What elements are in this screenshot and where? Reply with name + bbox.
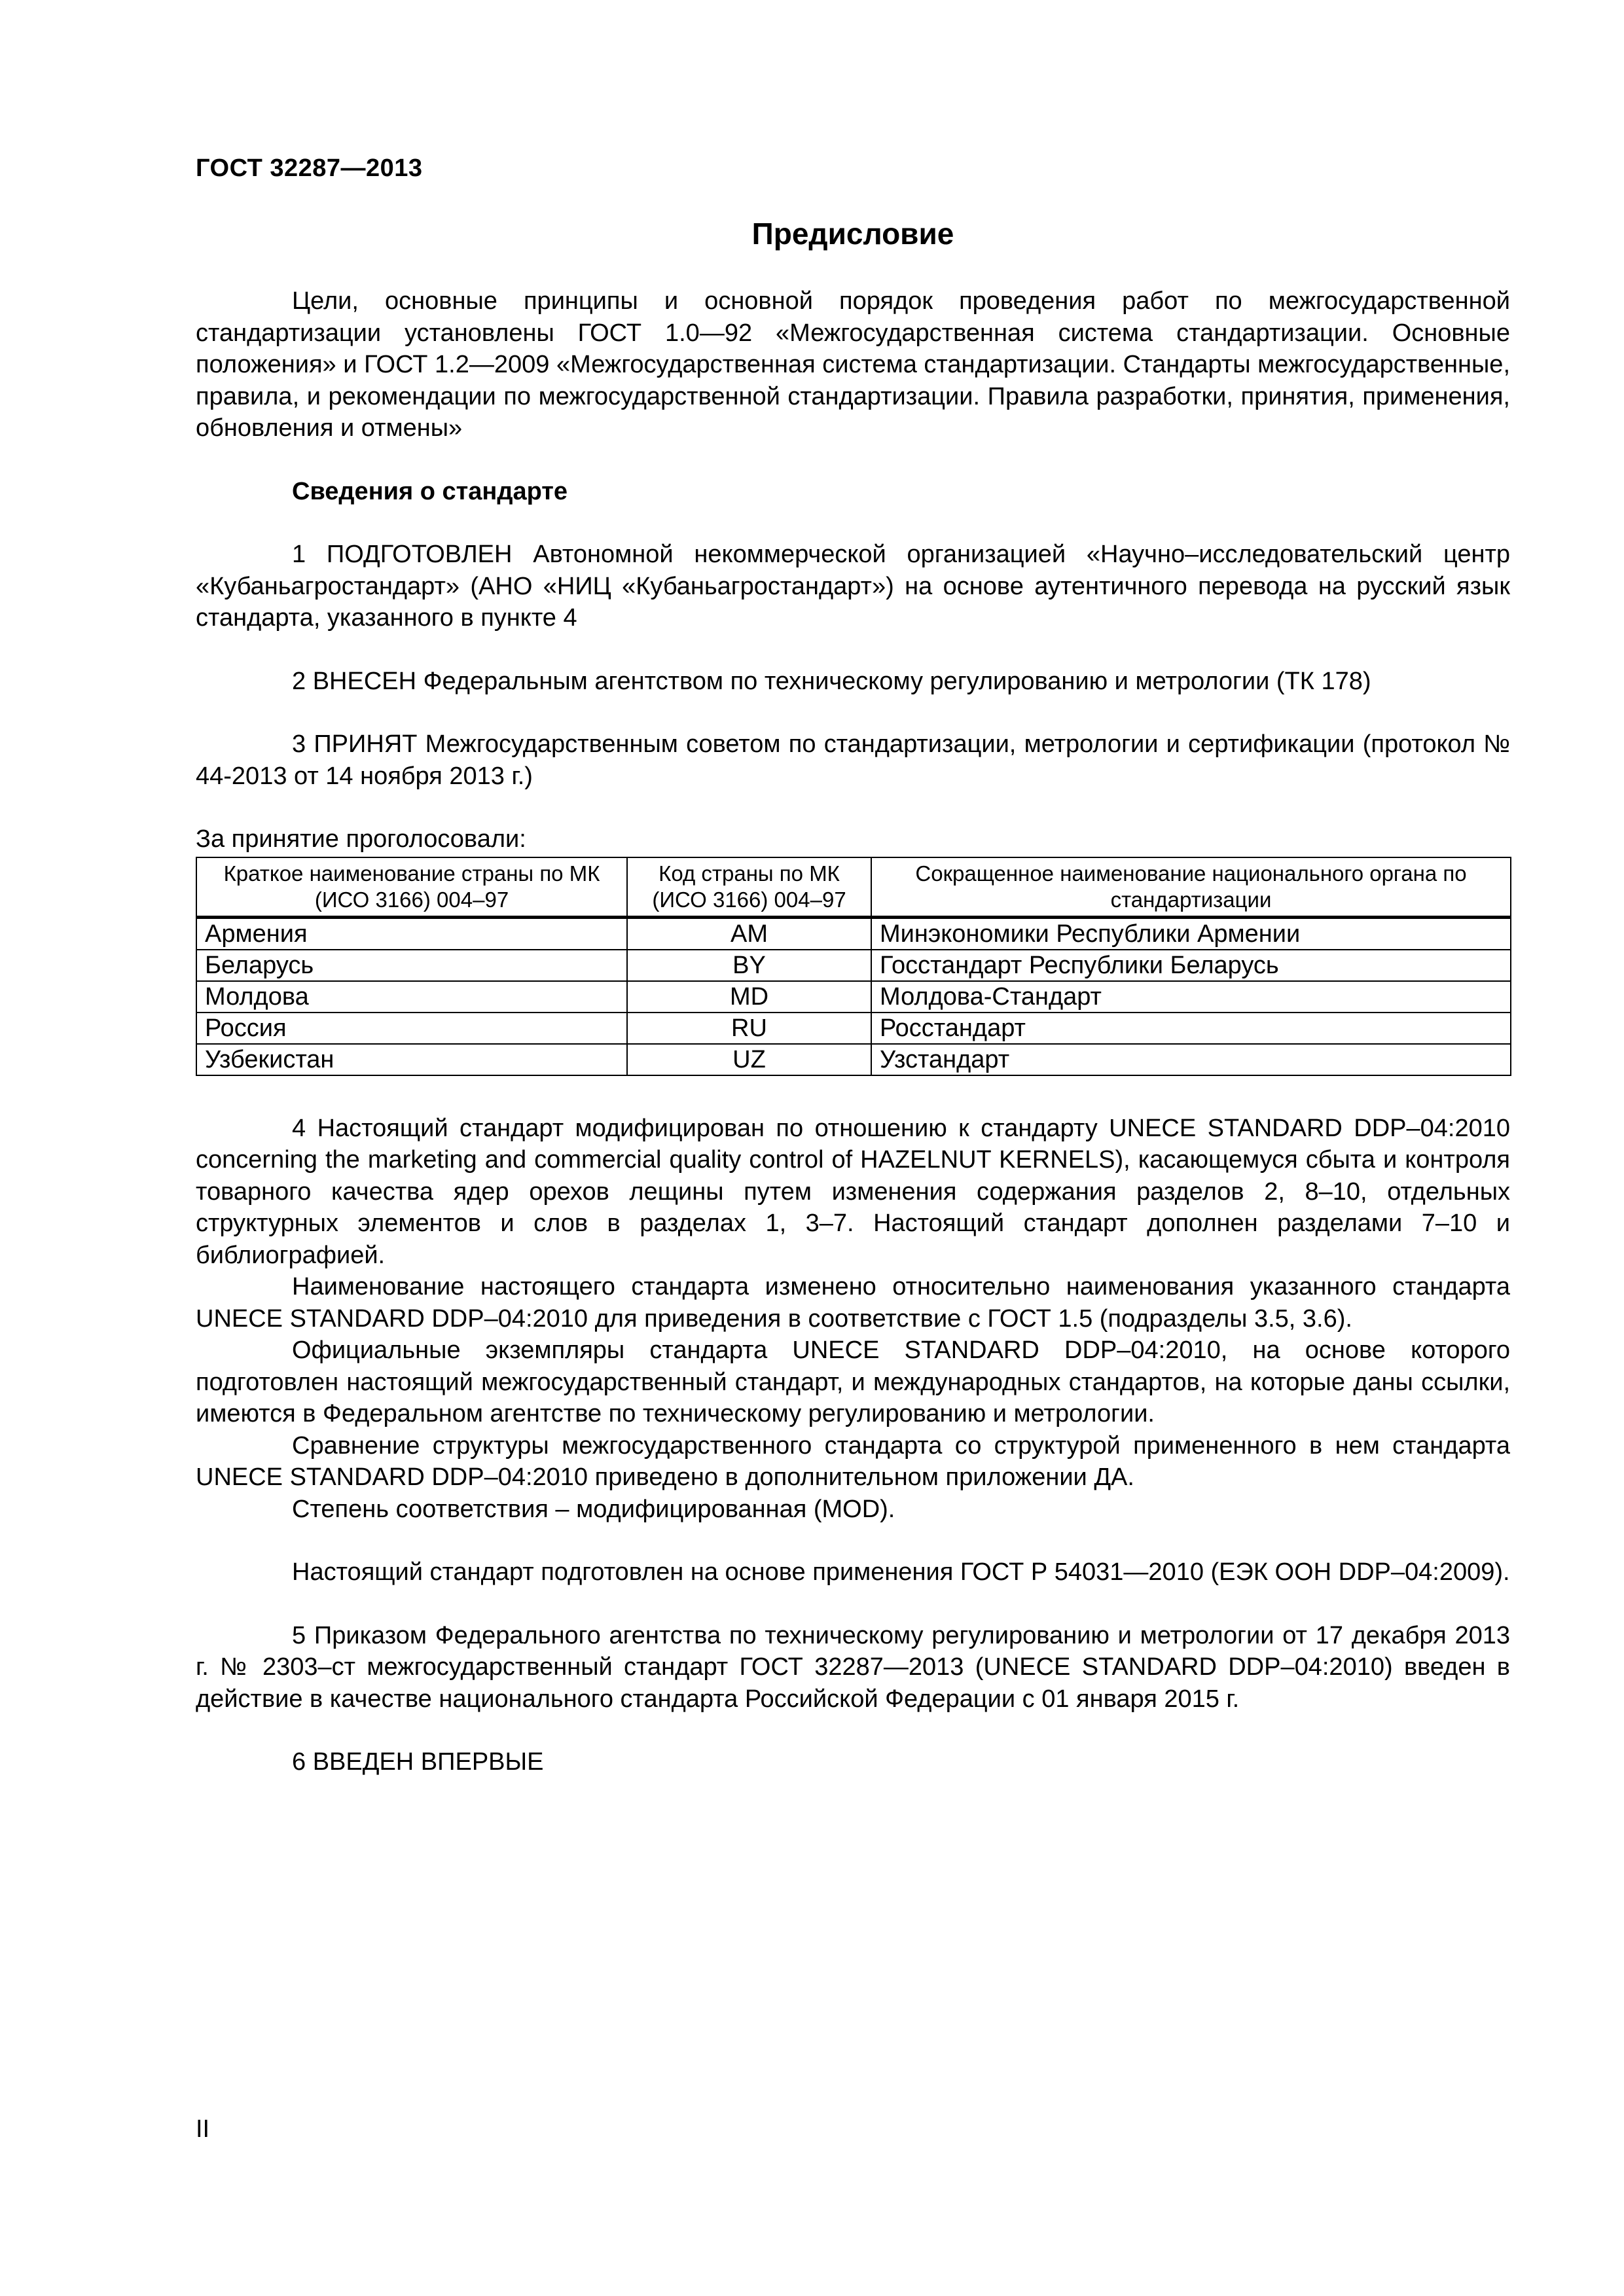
country-code: BY [627, 950, 871, 981]
vote-label: За принятие проголосовали: [196, 825, 526, 853]
country-name: Беларусь [196, 950, 627, 981]
item-3-paragraph: 3 ПРИНЯТ Межгосударственным советом по стандартизации, метрологии и сертификации (протокол № 44-2013 от 14 ноября 2013 г.) [196, 730, 1510, 790]
item-6-paragraph: 6 ВВЕДЕН ВПЕРВЫЕ [292, 1748, 544, 1776]
country-code: RU [627, 1013, 871, 1044]
item-4-name-change: Наименование настоящего стандарта изменено относительно наименования указанного стандарта UNECE STANDARD DDP–04:2010 для приведения в соответствие с ГОСТ 1.5 (подразделы 3.5, 3.6). [196, 1273, 1510, 1333]
section-heading: Сведения о стандарте [292, 477, 568, 505]
table-header-body: Сокращенное наименование национального органа по стандартизации [871, 857, 1511, 918]
table-row [196, 981, 1511, 1013]
national-body: Росстандарт [871, 1013, 1511, 1044]
country-name: Армения [196, 917, 627, 950]
item-1-paragraph: 1 ПОДГОТОВЛЕН Автономной некоммерческой организацией «Научно–исследовательский центр «Кубаньагростандарт» (АНО «НИЦ «Кубаньагростандарт») на основе аутентичного перевода на русский язык стандарта, указанного в пункте 4 [196, 541, 1510, 632]
national-body: Молдова-Стандарт [871, 981, 1511, 1013]
national-body: Узстандарт [871, 1044, 1511, 1075]
intro-paragraph: Цели, основные принципы и основной порядок проведения работ по межгосударственной стандартизации установлены ГОСТ 1.0—92 «Межгосударственная система стандартизации. Основные положения» и ГОСТ 1.2—2009 «Межгосударственная система стандартизации. Стандарты межгосударственные, правила, и рекомендации по межгосударственной стандартизации. Правила разработки, принятия, применения, обновления и отмены» [196, 287, 1510, 442]
country-name: Молдова [196, 981, 627, 1013]
table-row [196, 917, 1511, 950]
country-code: MD [627, 981, 871, 1013]
table-row [196, 950, 1511, 981]
table-header-code: Код страны по МК (ИСО 3166) 004–97 [627, 857, 871, 918]
page-number: II [196, 2115, 210, 2143]
table-header-row [196, 857, 1511, 918]
item-5-paragraph: 5 Приказом Федерального агентства по техническому регулированию и метрологии от 17 декабря 2013 г. № 2303–ст межгосударственный стандарт ГОСТ 32287—2013 (UNECE STANDARD DDP–04:2010) введен в действие в качестве национального стандарта Российской Федерации с 01 января 2015 г. [196, 1621, 1510, 1713]
document-page [196, 0, 1510, 2296]
table-header-country: Краткое наименование страны по МК (ИСО 3166) 004–97 [196, 857, 627, 918]
item-4-conformity-degree: Степень соответствия – модифицированная (MOD). [292, 1495, 895, 1523]
page-title: Предисловие [751, 217, 954, 251]
basis-paragraph: Настоящий стандарт подготовлен на основе применения ГОСТ Р 54031—2010 (ЕЭК ООН DDP–04:2009). [292, 1558, 1510, 1586]
item-4-official-copies: Официальные экземпляры стандарта UNECE STANDARD DDP–04:2010, на основе которого подготовлен настоящий межгосударственный стандарт, и международных стандартов, на которые даны ссылки, имеются в Федеральном агентстве по техническому регулированию и метрологии. [196, 1336, 1510, 1427]
document-code: ГОСТ 32287—2013 [196, 154, 423, 182]
national-body: Госстандарт Республики Беларусь [871, 950, 1511, 981]
national-body: Минэкономики Республики Армении [871, 917, 1511, 950]
country-code: AM [627, 917, 871, 950]
document-body [196, 285, 1510, 1778]
country-code: UZ [627, 1044, 871, 1075]
table-row [196, 1013, 1511, 1044]
table-row [196, 1044, 1511, 1075]
item-4-paragraph: 4 Настоящий стандарт модифицирован по отношению к стандарту UNECE STANDARD DDP–04:2010 concerning the marketing and commercial quality control of HAZELNUT KERNELS), касающемуся сбыта и контроля товарного качества ядер орехов лещины путем изменения содержания разделов 2, 8–10, отдельных структурных элементов и слов в разделах 1, 3–7. Настоящий стандарт дополнен разделами 7–10 и библиографией. [196, 1114, 1510, 1269]
item-4-structure-comparison: Сравнение структуры межгосударственного стандарта со структурой примененного в нем стандарта UNECE STANDARD DDP–04:2010 приведено в дополнительном приложении ДА. [196, 1431, 1510, 1491]
country-name: Узбекистан [196, 1044, 627, 1075]
item-2-paragraph: 2 ВНЕСЕН Федеральным агентством по техническому регулированию и метрологии (ТК 178) [292, 667, 1371, 695]
voting-table [196, 857, 1511, 1076]
country-name: Россия [196, 1013, 627, 1044]
